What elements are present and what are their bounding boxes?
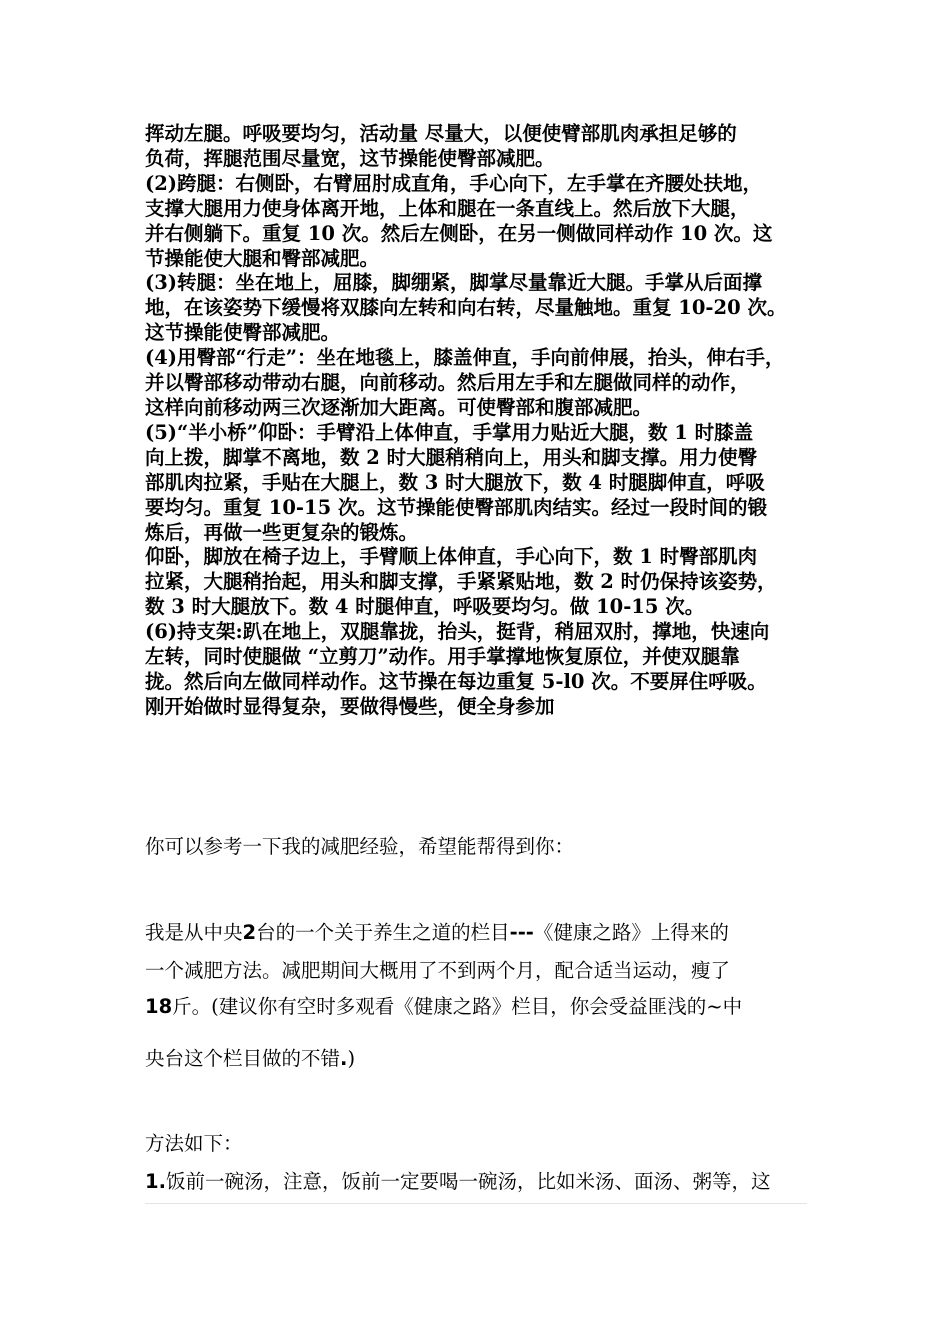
text-line: 炼后，再做一些更复杂的锻炼。 [145, 520, 419, 544]
story-text: 我是从中央 [145, 921, 243, 944]
text-line: 数 3 时大腿放下。数 4 时腿伸直，呼吸要均匀。做 10-15 次。 [145, 595, 705, 619]
story-text: 《健康之路》上得来的 [533, 921, 729, 944]
text-line: (4)用臀部“行走”：坐在地毯上，膝盖伸直，手向前伸展，抬头，伸右手， [145, 346, 785, 370]
dash-separator: --- [509, 921, 534, 944]
story-text: 央台这个栏目做的不错 [145, 1047, 341, 1070]
divider [145, 1203, 807, 1204]
text-line: 支撑大腿用力使身体离开地，上体和腿在一条直线上。然后放下大腿， [145, 196, 750, 220]
text-line: (5)“半小桥”仰卧：手臂沿上体伸直，手掌用力贴近大腿，数 1 时膝盖 [145, 420, 754, 444]
text-line: 仰卧，脚放在椅子边上，手臂顺上体伸直，手心向下，数 1 时臀部肌肉 [145, 545, 758, 569]
text-line: 挥动左腿。呼吸要均匀，活动量 尽量大，以便使臂部肌肉承担足够的 [145, 122, 737, 145]
intro-text: 你可以参考一下我的减肥经验，希望能帮得到你： [145, 835, 575, 858]
item-number: 1. [145, 1170, 166, 1193]
text-line: 并右侧躺下。重复 10 次。然后左侧卧，在另一侧做同样动作 10 次。这 [145, 221, 773, 245]
text-line: 刚开始做时显得复杂，要做得慢些，便全身参加 [145, 694, 555, 718]
text-line: 拉紧，大腿稍抬起，用头和脚支撑，手紧紧贴地，数 2 时仍保持该姿势， [145, 570, 777, 594]
period-mark: . [340, 1047, 348, 1070]
story-text: ) [347, 1047, 356, 1070]
text-line: 并以臀部移动带动右腿，向前移动。然后用左手和左腿做同样的动作， [145, 371, 750, 395]
method-heading: 方法如下： [145, 1132, 243, 1155]
exercise-instructions [145, 122, 810, 720]
text-line: 负荷，挥腿范围尽量宽，这节操能使臀部减肥。 [145, 146, 555, 170]
story-text: 台的一个关于养生之道的栏目 [256, 921, 510, 944]
story-text: 斤。(建议你有空时多观看《健康之路》栏目，你会受益匪浅的~中 [172, 995, 743, 1018]
channel-number: 2 [242, 921, 257, 944]
text-line: 节操能使大腿和臀部减肥。 [145, 246, 380, 270]
text-line: 这样向前移动两三次逐渐加大距离。可使臀部和腹部减肥。 [145, 395, 653, 419]
weight-number: 18 [145, 995, 173, 1018]
text-line: 这节操能使臀部减肥。 [145, 321, 341, 345]
story-line-1 [145, 917, 810, 945]
text-line: 要均匀。重复 10-15 次。这节操能使臀部肌肉结实。经过一段时间的锻 [145, 495, 767, 519]
text-line: 拢。然后向左做同样动作。这节操在每边重复 5-l0 次。不要屏住呼吸。 [145, 669, 767, 693]
text-line: (6)持支架:趴在地上，双腿靠拢，抬头，挺背，稍屈双肘，撑地，快速向 [145, 620, 770, 644]
text-line: (2)跨腿：右侧卧，右臂屈肘成直角，手心向下，左手掌在齐腰处扶地， [145, 171, 763, 195]
method-item-1 [145, 1166, 810, 1194]
story-line-4 [145, 1043, 810, 1071]
text-line: 地，在该姿势下缓慢将双膝向左转和向右转，尽量触地。重复 10-20 次。 [145, 296, 787, 320]
text-line: 向上拨，脚掌不离地，数 2 时大腿稍稍向上，用头和脚支撑。用力使臀 [145, 445, 758, 469]
text-line: 部肌肉拉紧，手贴在大腿上，数 3 时大腿放下，数 4 时腿脚伸直，呼吸 [145, 470, 765, 494]
text-line: (3)转腿：坐在地上，屈膝，脚绷紧，脚掌尽量靠近大腿。手掌从后面撑 [145, 271, 763, 295]
story-line-3 [145, 991, 810, 1019]
item-text: 饭前一碗汤，注意，饭前一定要喝一碗汤，比如米汤、面汤、粥等，这 [165, 1170, 771, 1193]
text-line: 左转，同时使腿做 “立剪刀”动作。用手掌撑地恢复原位，并使双腿靠 [145, 645, 740, 669]
story-line-2: 一个减肥方法。减肥期间大概用了不到两个月，配合适当运动，瘦了 [145, 959, 731, 982]
